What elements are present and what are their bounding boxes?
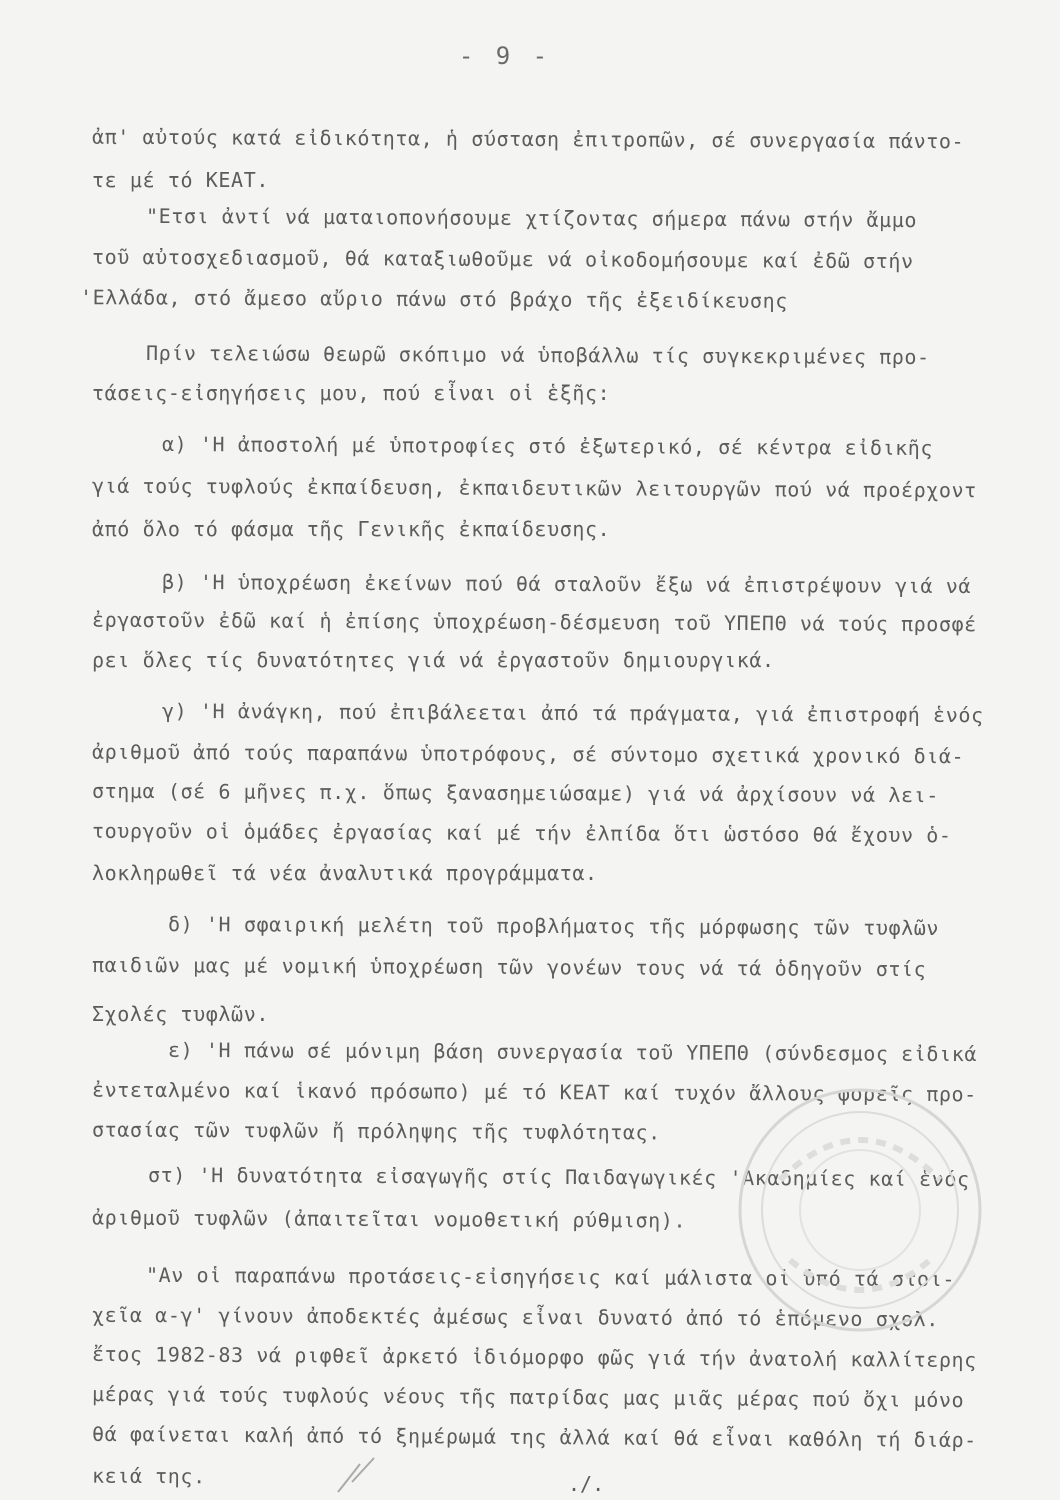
text-line: γιά τούς τυφλούς ἐκπαίδευση, ἐκπαιδευτικῶν λειτουργῶν πού νά προέρχοντ [91,473,977,503]
text-line: χεῖα α-γ' γίνουν ἀποδεκτές ἀμέσως εἶναι δυνατό ἀπό τό ἑπόμενο σχολ. [91,1302,940,1332]
text-line: στ) 'Η δυνατότητα εἰσαγωγῆς στίς Παιδαγωγικές 'Ακαδημίες καί ἑνός [147,1162,970,1192]
text-line: 'Ελλάδα, στό ἄμεσο αὔριο πάνω στό βράχο τῆς ἐξειδίκευσης [79,285,788,313]
text-line: ε) 'Η πάνω σέ μόνιμη βάση συνεργασία τοῦ ΥΠΕΠΘ (σύνδεσμος εἰδικά [167,1037,978,1067]
text-line: ἀριθμοῦ τυφλῶν (ἀπαιτεῖται νομοθετική ρύθμιση). [91,1205,687,1233]
text-line: ἀριθμοῦ ἀπό τούς παραπάνω ὑποτρόφους, σέ σύντομο σχετικά χρονικό διά- [91,739,965,769]
text-line: στημα (σέ 6 μῆνες π.χ. ὅπως ξανασημειώσαμε) γιά νά ἀρχίσουν νά λει- [91,778,940,808]
text-line: δ) 'Η σφαιρική μελέτη τοῦ προβλήματος τῆς μόρφωσης τῶν τυφλῶν [167,911,940,941]
text-line: Πρίν τελειώσω θεωρῶ σκόπιμο νά ὑποβάλλω τίς συγκεκριμένες προ- [145,340,930,370]
faded-stamp-icon [710,1060,1010,1360]
text-line: παιδιῶν μας μέ νομική ὑποχρέωση τῶν γονέων τους νά τά ὁδηγοῦν στίς [91,952,927,982]
text-line: μέρας γιά τούς τυφλούς νέους τῆς πατρίδας μας μιᾶς μέρας πού ὄχι μόνο [91,1381,965,1413]
text-line: τοῦ αὐτοσχεδιασμοῦ, θά καταξιωθοῦμε νά οἰκοδομήσουμε καί ἐδῶ στήν [91,244,914,274]
end-mark: ./. [568,1472,605,1496]
text-line: "Ετσι ἀντί νά ματαιοπονήσουμε χτίζοντας σήμερα πάνω στήν ἄμμο [145,203,918,233]
text-line: "Αν οἱ παραπάνω προτάσεις-εἰσηγήσεις καί μάλιστα οἱ ὑπό τά στοι- [145,1262,956,1292]
text-line: τε μέ τό ΚΕΑΤ. [92,168,269,192]
text-line: θά φαίνεται καλή ἀπό τό ξημέρωμά της ἀλλά καί θά εἶναι καθόλη τή διάρ- [91,1421,977,1453]
text-line: ἐργαστοῦν ἐδῶ καί ἡ ἐπίσης ὑποχρέωση-δέσμευση τοῦ ΥΠΕΠΘ νά τούς προσφέ [91,607,977,637]
text-line: γ) 'Η ἀνάγκη, πού ἐπιβάλεεται ἀπό τά πράγματα, γιά ἐπιστροφή ἑνός [161,698,984,728]
text-line: στασίας τῶν τυφλῶν ἤ πρόληψης τῆς τυφλότητας. [91,1117,661,1145]
text-line: λοκληρωθεῖ τά νέα ἀναλυτικά προγράμματα. [92,861,598,885]
text-line: ἀπό ὅλο τό φάσμα τῆς Γενικῆς ἐκπαίδευσης. [92,517,611,541]
text-line: ἔτος 1982-83 νά ριφθεῖ ἀρκετό ἰδιόμορφο φῶς γιά τήν ἀνατολή καλλίτερης [91,1341,977,1373]
text-line: κειά της. [91,1463,206,1489]
text-line: ἐντεταλμένο καί ἱκανό πρόσωπο) μέ τό ΚΕΑΤ καί τυχόν ἄλλους φορεῖς προ- [91,1077,977,1107]
text-line: α) 'Η ἀποστολή μέ ὑποτροφίες στό ἐξωτερικό, σέ κέντρα εἰδικῆς [161,431,934,461]
text-line: ἀπ' αὐτούς κατά εἰδικότητα, ἡ σύσταση ἐπιτροπῶν, σέ συνεργασία πάντο- [91,124,965,154]
text-line: ρει ὅλες τίς δυνατότητες γιά νά ἐργαστοῦν δημιουργικά. [92,648,775,672]
text-line: β) 'Η ὑποχρέωση ἐκείνων πού θά σταλοῦν ἔξω νά ἐπιστρέψουν γιά νά [161,569,972,599]
page-number: - 9 - [458,42,552,70]
pen-mark-icon [330,1452,380,1497]
text-line: Σχολές τυφλῶν. [92,1002,269,1026]
text-line: τουργοῦν οἱ ὁμάδες ἐργασίας καί μέ τήν ἐλπίδα ὅτι ὡστόσο θά ἔχουν ὁ- [91,818,952,848]
text-line: τάσεις-εἰσηγήσεις μου, πού εἶναι οἱ ἑξῆς: [92,381,611,405]
